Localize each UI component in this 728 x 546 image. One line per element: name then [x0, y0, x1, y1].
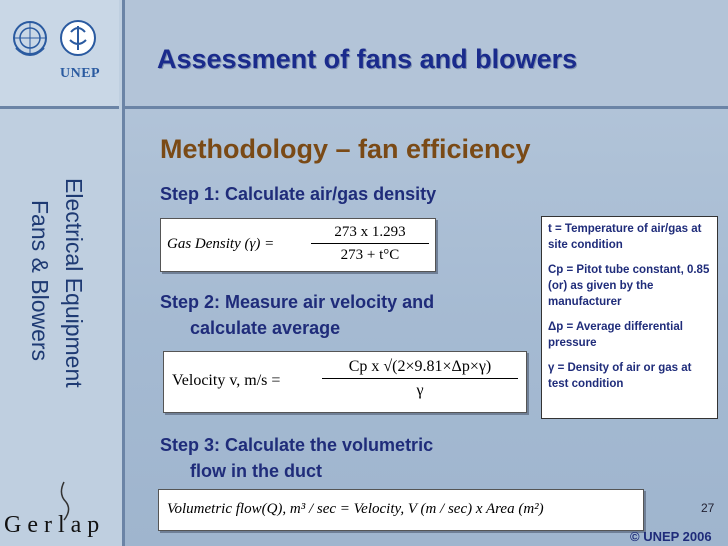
volumetric-flow-formula [158, 489, 644, 531]
unep-logo-text: UNEP [60, 66, 101, 81]
page-number: 27 [701, 501, 715, 515]
step-3-text-line2: flow in the duct [190, 461, 322, 481]
left-sidebar [0, 0, 125, 546]
density-formula [160, 218, 436, 272]
legend-item-dp: Δp = Average differential pressure [548, 321, 683, 349]
step-1-text: Step 1: Calculate air/gas density [160, 184, 437, 204]
density-fraction [311, 224, 429, 264]
step-3-text-line1: Step 3: Calculate the volumetric [160, 435, 434, 455]
density-denominator: 273 + t°C [340, 247, 400, 263]
un-emblem-icon [10, 18, 50, 58]
vertical-section-title [20, 160, 100, 440]
step-2-text-line1: Step 2: Measure air velocity and [160, 292, 435, 312]
velocity-formula-label: Velocity v, m/s = [172, 372, 281, 389]
slide-title: Assessment of fans and blowers [157, 44, 578, 74]
legend-item-cp: Cp = Pitot tube constant, 0.85 (or) as given by the manufacturer [548, 264, 710, 308]
vertical-title-line-2: Fans & Blowers [27, 200, 53, 362]
step-2 [160, 289, 434, 341]
volumetric-flow-text: Volumetric flow(Q), m³ / sec = Velocity, V (m / sec) x Area (m²) [167, 501, 544, 517]
velocity-formula [163, 351, 527, 413]
gerlap-logo-text: Gerlap [4, 512, 106, 538]
unep-emblem-icon [58, 18, 98, 58]
step-3 [160, 432, 433, 484]
density-numerator: 273 x 1.293 [311, 224, 429, 244]
logo-area [0, 0, 119, 109]
density-formula-label: Gas Density (γ) = [167, 236, 275, 252]
step-1 [160, 181, 436, 207]
velocity-denominator: γ [416, 382, 424, 399]
vertical-title-line-1: Electrical Equipment [61, 178, 87, 388]
legend-item-gamma: γ = Density of air or gas at test condition [548, 362, 692, 390]
copyright-notice: © UNEP 2006 [630, 529, 712, 544]
slide-subtitle: Methodology – fan efficiency [160, 134, 531, 164]
velocity-fraction [322, 358, 518, 400]
variable-legend [541, 216, 718, 419]
velocity-numerator: Cp x √(2×9.81×Δp×γ) [322, 358, 518, 379]
step-2-text-line2: calculate average [190, 318, 341, 338]
legend-item-t: t = Temperature of air/gas at site condition [548, 223, 702, 251]
